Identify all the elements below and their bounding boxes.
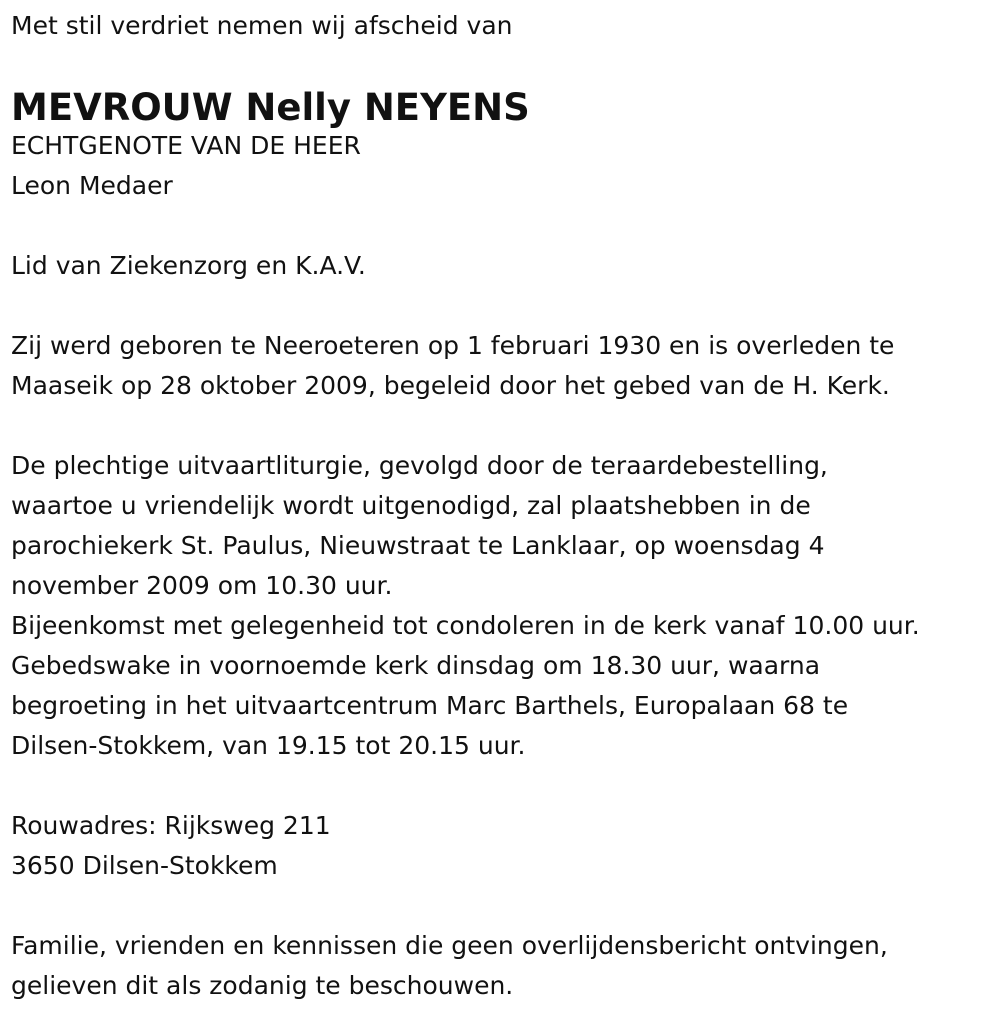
spacer (11, 206, 991, 246)
paragraph-line: Maaseik op 28 oktober 2009, begeleid door het gebed van de H. Kerk. (11, 371, 890, 400)
address-line: Rouwadres: Rijksweg 211 (11, 811, 331, 840)
paragraph-line: parochiekerk St. Paulus, Nieuwstraat te Lanklaar, op woensdag 4 (11, 531, 825, 560)
paragraph-line: waartoe u vriendelijk wordt uitgenodigd, zal plaatshebben in de (11, 491, 811, 520)
intro-text: Met stil verdriet nemen wij afscheid van (11, 11, 513, 40)
paragraph-line: Zij werd geboren te Neeroeteren op 1 februari 1930 en is overleden te (11, 331, 895, 360)
paragraph-line: Familie, vrienden en kennissen die geen overlijdensbericht ontvingen, (11, 931, 888, 960)
paragraph-line: begroeting in het uitvaartcentrum Marc Barthels, Europalaan 68 te (11, 691, 849, 720)
spouse-title: ECHTGENOTE VAN DE HEER (11, 131, 361, 160)
paragraph-line: gelieven dit als zodanig te beschouwen. (11, 971, 514, 1000)
membership-text: Lid van Ziekenzorg en K.A.V. (11, 251, 366, 280)
spacer (11, 406, 991, 446)
address-block (11, 806, 991, 886)
spacer (11, 286, 991, 326)
spacer (11, 886, 991, 926)
birth-death-paragraph (11, 326, 991, 406)
address-line: 3650 Dilsen-Stokkem (11, 851, 278, 880)
closing-paragraph (11, 926, 991, 1006)
paragraph-line: Gebedswake in voornoemde kerk dinsdag om 18.30 uur, waarna (11, 651, 821, 680)
spacer (11, 46, 991, 86)
paragraph-line: Dilsen-Stokkem, van 19.15 tot 20.15 uur. (11, 731, 526, 760)
deceased-name: MEVROUW Nelly NEYENS (11, 86, 530, 129)
paragraph-line: De plechtige uitvaartliturgie, gevolgd door de teraardebestelling, (11, 451, 828, 480)
spouse-name: Leon Medaer (11, 171, 173, 200)
paragraph-line: Bijeenkomst met gelegenheid tot condoleren in de kerk vanaf 10.00 uur. (11, 611, 920, 640)
spacer (11, 766, 991, 806)
death-notice (11, 6, 991, 1006)
funeral-paragraph (11, 446, 991, 766)
paragraph-line: november 2009 om 10.30 uur. (11, 571, 393, 600)
